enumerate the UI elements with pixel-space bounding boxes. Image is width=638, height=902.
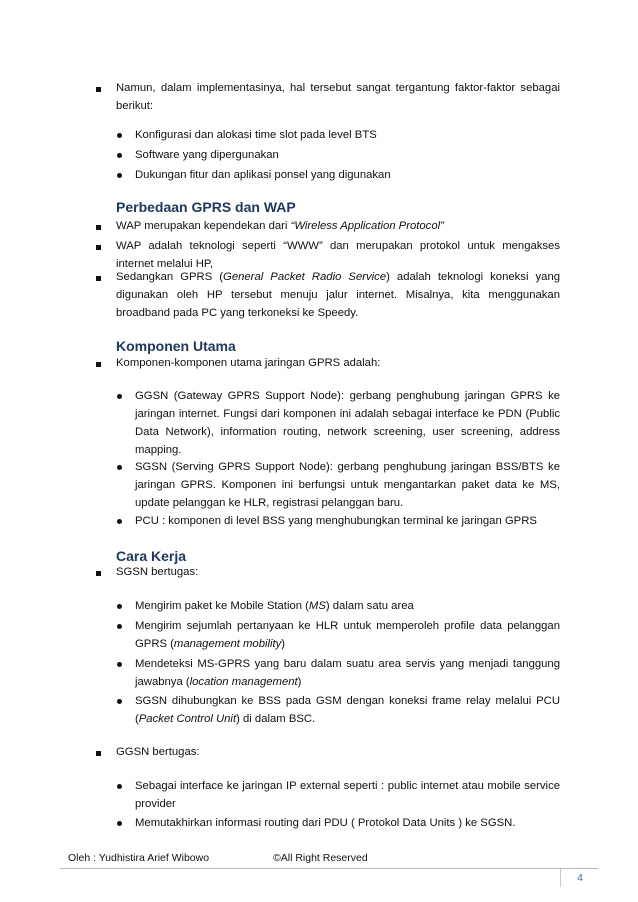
sgsn-task-emphasis: management mobility (173, 638, 282, 650)
round-bullet-icon (117, 699, 122, 704)
sgsn-bullet-text: SGSN bertugas: (116, 566, 199, 578)
gprs-description-emphasis: General Packet Radio Service (223, 271, 387, 283)
square-bullet-icon (96, 751, 101, 756)
komponen-bullet-text: Komponen-komponen utama jaringan GPRS adalah: (116, 357, 381, 369)
ggsn-task-item: Memutakhirkan informasi routing dari PDU ( Protokol Data Units ) ke SGSN. (135, 817, 516, 829)
sgsn-task-item (135, 692, 560, 728)
sgsn-task-item (135, 655, 560, 691)
square-bullet-icon (96, 245, 101, 250)
round-bullet-icon (117, 519, 122, 524)
footer-rights: ©All Right Reserved (273, 852, 368, 864)
intro-bullet-text: Namun, dalam implementasinya, hal tersebut sangat tergantung faktor-faktor sebagai berikut: (116, 82, 560, 112)
round-bullet-icon (117, 153, 122, 158)
ggsn-task-item: Sebagai interface ke jaringan IP external seperti : public internet atau mobile service provider (135, 780, 560, 810)
gprs-description-text: ) adalah teknologi koneksi yang digunakan oleh HP tersebut menuju jalur internet. Misalnya, kita menggunakan broadband pada PC yang terkoneksi ke Speedy. (116, 271, 561, 319)
round-bullet-icon (117, 173, 122, 178)
sgsn-task-emphasis: MS (308, 600, 326, 612)
komponen-item-pcu: PCU : komponen di level BSS yang menghubungkan terminal ke jaringan GPRS (135, 515, 537, 527)
sgsn-task-text: ) (297, 676, 302, 688)
round-bullet-icon (117, 465, 122, 470)
page-number: 4 (560, 869, 599, 887)
komponen-item-ggsn: GGSN (Gateway GPRS Support Node): gerbang penghubung jaringan GPRS ke jaringan internet. Fungsi dari komponen ini adalah sebagai interface ke PDN (Public Data Network), information routing, network screening, user screening, address mapping. (135, 390, 560, 456)
section-heading-cara-kerja: Cara Kerja (116, 548, 187, 564)
sgsn-task-item (135, 617, 560, 653)
round-bullet-icon (117, 133, 122, 138)
wap-description: WAP adalah teknologi seperti “WWW” dan merupakan protokol untuk mengakses internet melalui HP, (116, 240, 560, 270)
sgsn-task-item (135, 597, 560, 615)
section-heading-komponen: Komponen Utama (116, 338, 236, 354)
sgsn-task-emphasis: location management (189, 676, 298, 688)
komponen-item-sgsn: SGSN (Serving GPRS Support Node): gerbang penghubung jaringan BSS/BTS ke jaringan GPRS. Komponen ini berfungsi untuk mengantarkan paket data ke MS, update pelanggan ke HLR, registrasi pelanggan baru. (135, 461, 560, 509)
intro-item: Dukungan fitur dan aplikasi ponsel yang digunakan (135, 169, 391, 181)
square-bullet-icon (96, 362, 101, 367)
square-bullet-icon (96, 225, 101, 230)
sgsn-task-emphasis: Packet Control Unit (138, 713, 237, 725)
round-bullet-icon (117, 784, 122, 789)
square-bullet-icon (96, 276, 101, 281)
sgsn-task-text: SGSN dihubungkan ke BSS pada GSM dengan koneksi frame relay melalui PCU ( (135, 695, 560, 725)
sgsn-task-text: Mendeteksi MS-GPRS yang baru dalam suatu area servis yang menjadi tanggung jawabnya ( (135, 658, 560, 688)
ggsn-bullet-text: GGSN bertugas: (116, 746, 200, 758)
sgsn-task-text: Mengirim sejumlah pertanyaan ke HLR untuk memperoleh profile data pelanggan GPRS ( (135, 620, 560, 650)
round-bullet-icon (117, 604, 122, 609)
intro-item: Software yang dipergunakan (135, 149, 279, 161)
round-bullet-icon (117, 624, 122, 629)
intro-item: Konfigurasi dan alokasi time slot pada level BTS (135, 129, 377, 141)
sgsn-task-text: ) dalam satu area (325, 600, 414, 612)
wap-definition-emphasis: “Wireless Application Protocol” (290, 220, 444, 232)
sgsn-task-text: Mengirim paket ke Mobile Station ( (135, 600, 309, 612)
round-bullet-icon (117, 394, 122, 399)
gprs-description-text: Sedangkan GPRS ( (116, 271, 224, 283)
footer-author: Oleh : Yudhistira Arief Wibowo (68, 852, 210, 864)
wap-definition (116, 217, 560, 235)
square-bullet-icon (96, 87, 101, 92)
footer-divider (60, 868, 598, 869)
round-bullet-icon (117, 662, 122, 667)
square-bullet-icon (96, 571, 101, 576)
section-heading-gprs-wap: Perbedaan GPRS dan WAP (116, 199, 296, 215)
round-bullet-icon (117, 821, 122, 826)
wap-definition-text: WAP merupakan kependekan dari (116, 220, 291, 232)
gprs-description (116, 268, 560, 322)
sgsn-task-text: ) (281, 638, 286, 650)
sgsn-task-text: ) di dalam BSC. (236, 713, 316, 725)
